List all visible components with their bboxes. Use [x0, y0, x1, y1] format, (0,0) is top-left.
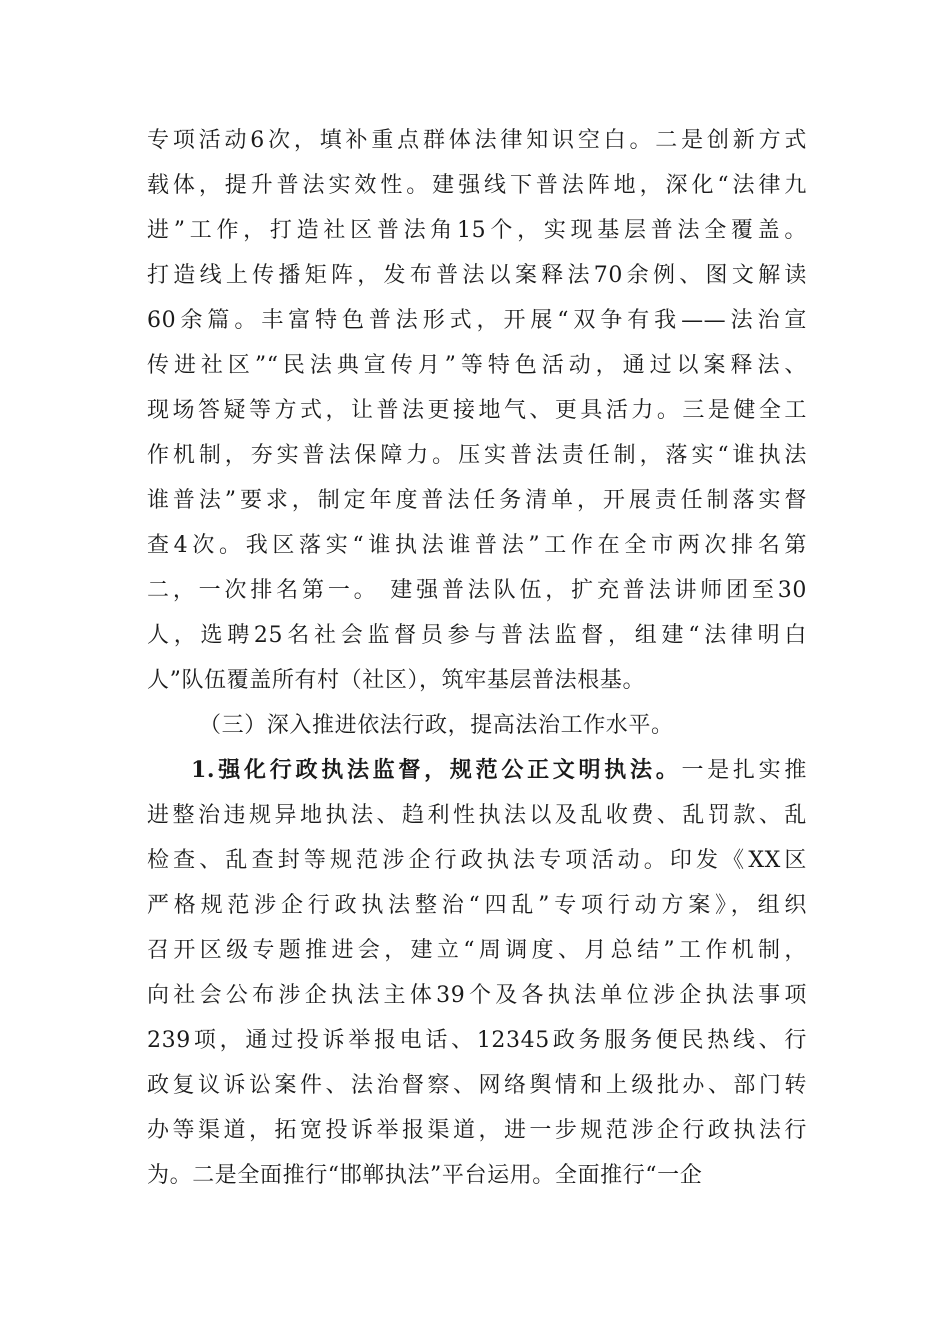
body-line: 作机制，夯实普法保障力。压实普法责任制，落实“谁执法	[147, 443, 807, 468]
body-line: 二，一次排名第一。 建强普法队伍，扩充普法讲师团至30	[147, 578, 807, 603]
body-line: 向社会公布涉企执法主体39个及各执法单位涉企执法事项	[147, 983, 807, 1008]
subsection-first-line	[147, 748, 807, 793]
body-line: 进整治违规异地执法、趋利性执法以及乱收费、乱罚款、乱	[147, 803, 807, 828]
document-body	[147, 118, 807, 1198]
body-line: 政复议诉讼案件、法治督察、网络舆情和上级批办、部门转	[147, 1073, 807, 1098]
body-line: 专项活动6次，填补重点群体法律知识空白。二是创新方式	[147, 128, 807, 153]
body-line: 现场答疑等方式，让普法更接地气、更具活力。三是健全工	[147, 398, 807, 423]
body-line: 谁普法”要求，制定年度普法任务清单，开展责任制落实督	[147, 488, 807, 513]
body-line: 人，选聘25名社会监督员参与普法监督，组建“法律明白	[147, 623, 807, 648]
subsection-first-line-rest: 一是扎实推	[681, 758, 807, 783]
body-line: 60余篇。丰富特色普法形式，开展“双争有我——法治宣	[147, 308, 807, 333]
body-line: 查4次。我区落实“谁执法谁普法”工作在全市两次排名第	[147, 533, 807, 558]
body-line: 239项，通过投诉举报电话、12345政务服务便民热线、行	[147, 1028, 807, 1053]
body-line: 办等渠道，拓宽投诉举报渠道，进一步规范涉企行政执法行	[147, 1118, 807, 1143]
body-line: 进”工作，打造社区普法角15个，实现基层普法全覆盖。	[147, 218, 807, 243]
body-line: 载体，提升普法实效性。建强线下普法阵地，深化“法律九	[147, 173, 807, 198]
subsection-title: 1.强化行政执法监督，规范公正文明执法。	[191, 757, 682, 783]
body-line: 传进社区”“民法典宣传月”等特色活动，通过以案释法、	[147, 353, 807, 378]
body-line: 严格规范涉企行政执法整治“四乱”专项行动方案》，组织	[147, 893, 807, 918]
body-line: 检查、乱查封等规范涉企行政执法专项活动。印发《XX区	[147, 848, 807, 873]
body-line: 人”队伍覆盖所有村（社区），筑牢基层普法根基。	[147, 668, 646, 693]
section-heading: （三）深入推进依法行政，提高法治工作水平。	[199, 713, 674, 738]
body-line: 召开区级专题推进会，建立“周调度、月总结”工作机制，	[147, 938, 807, 963]
body-line: 为。二是全面推行“邯郸执法”平台运用。全面推行“一企	[147, 1163, 703, 1188]
body-line: 打造线上传播矩阵，发布普法以案释法70余例、图文解读	[147, 263, 807, 288]
